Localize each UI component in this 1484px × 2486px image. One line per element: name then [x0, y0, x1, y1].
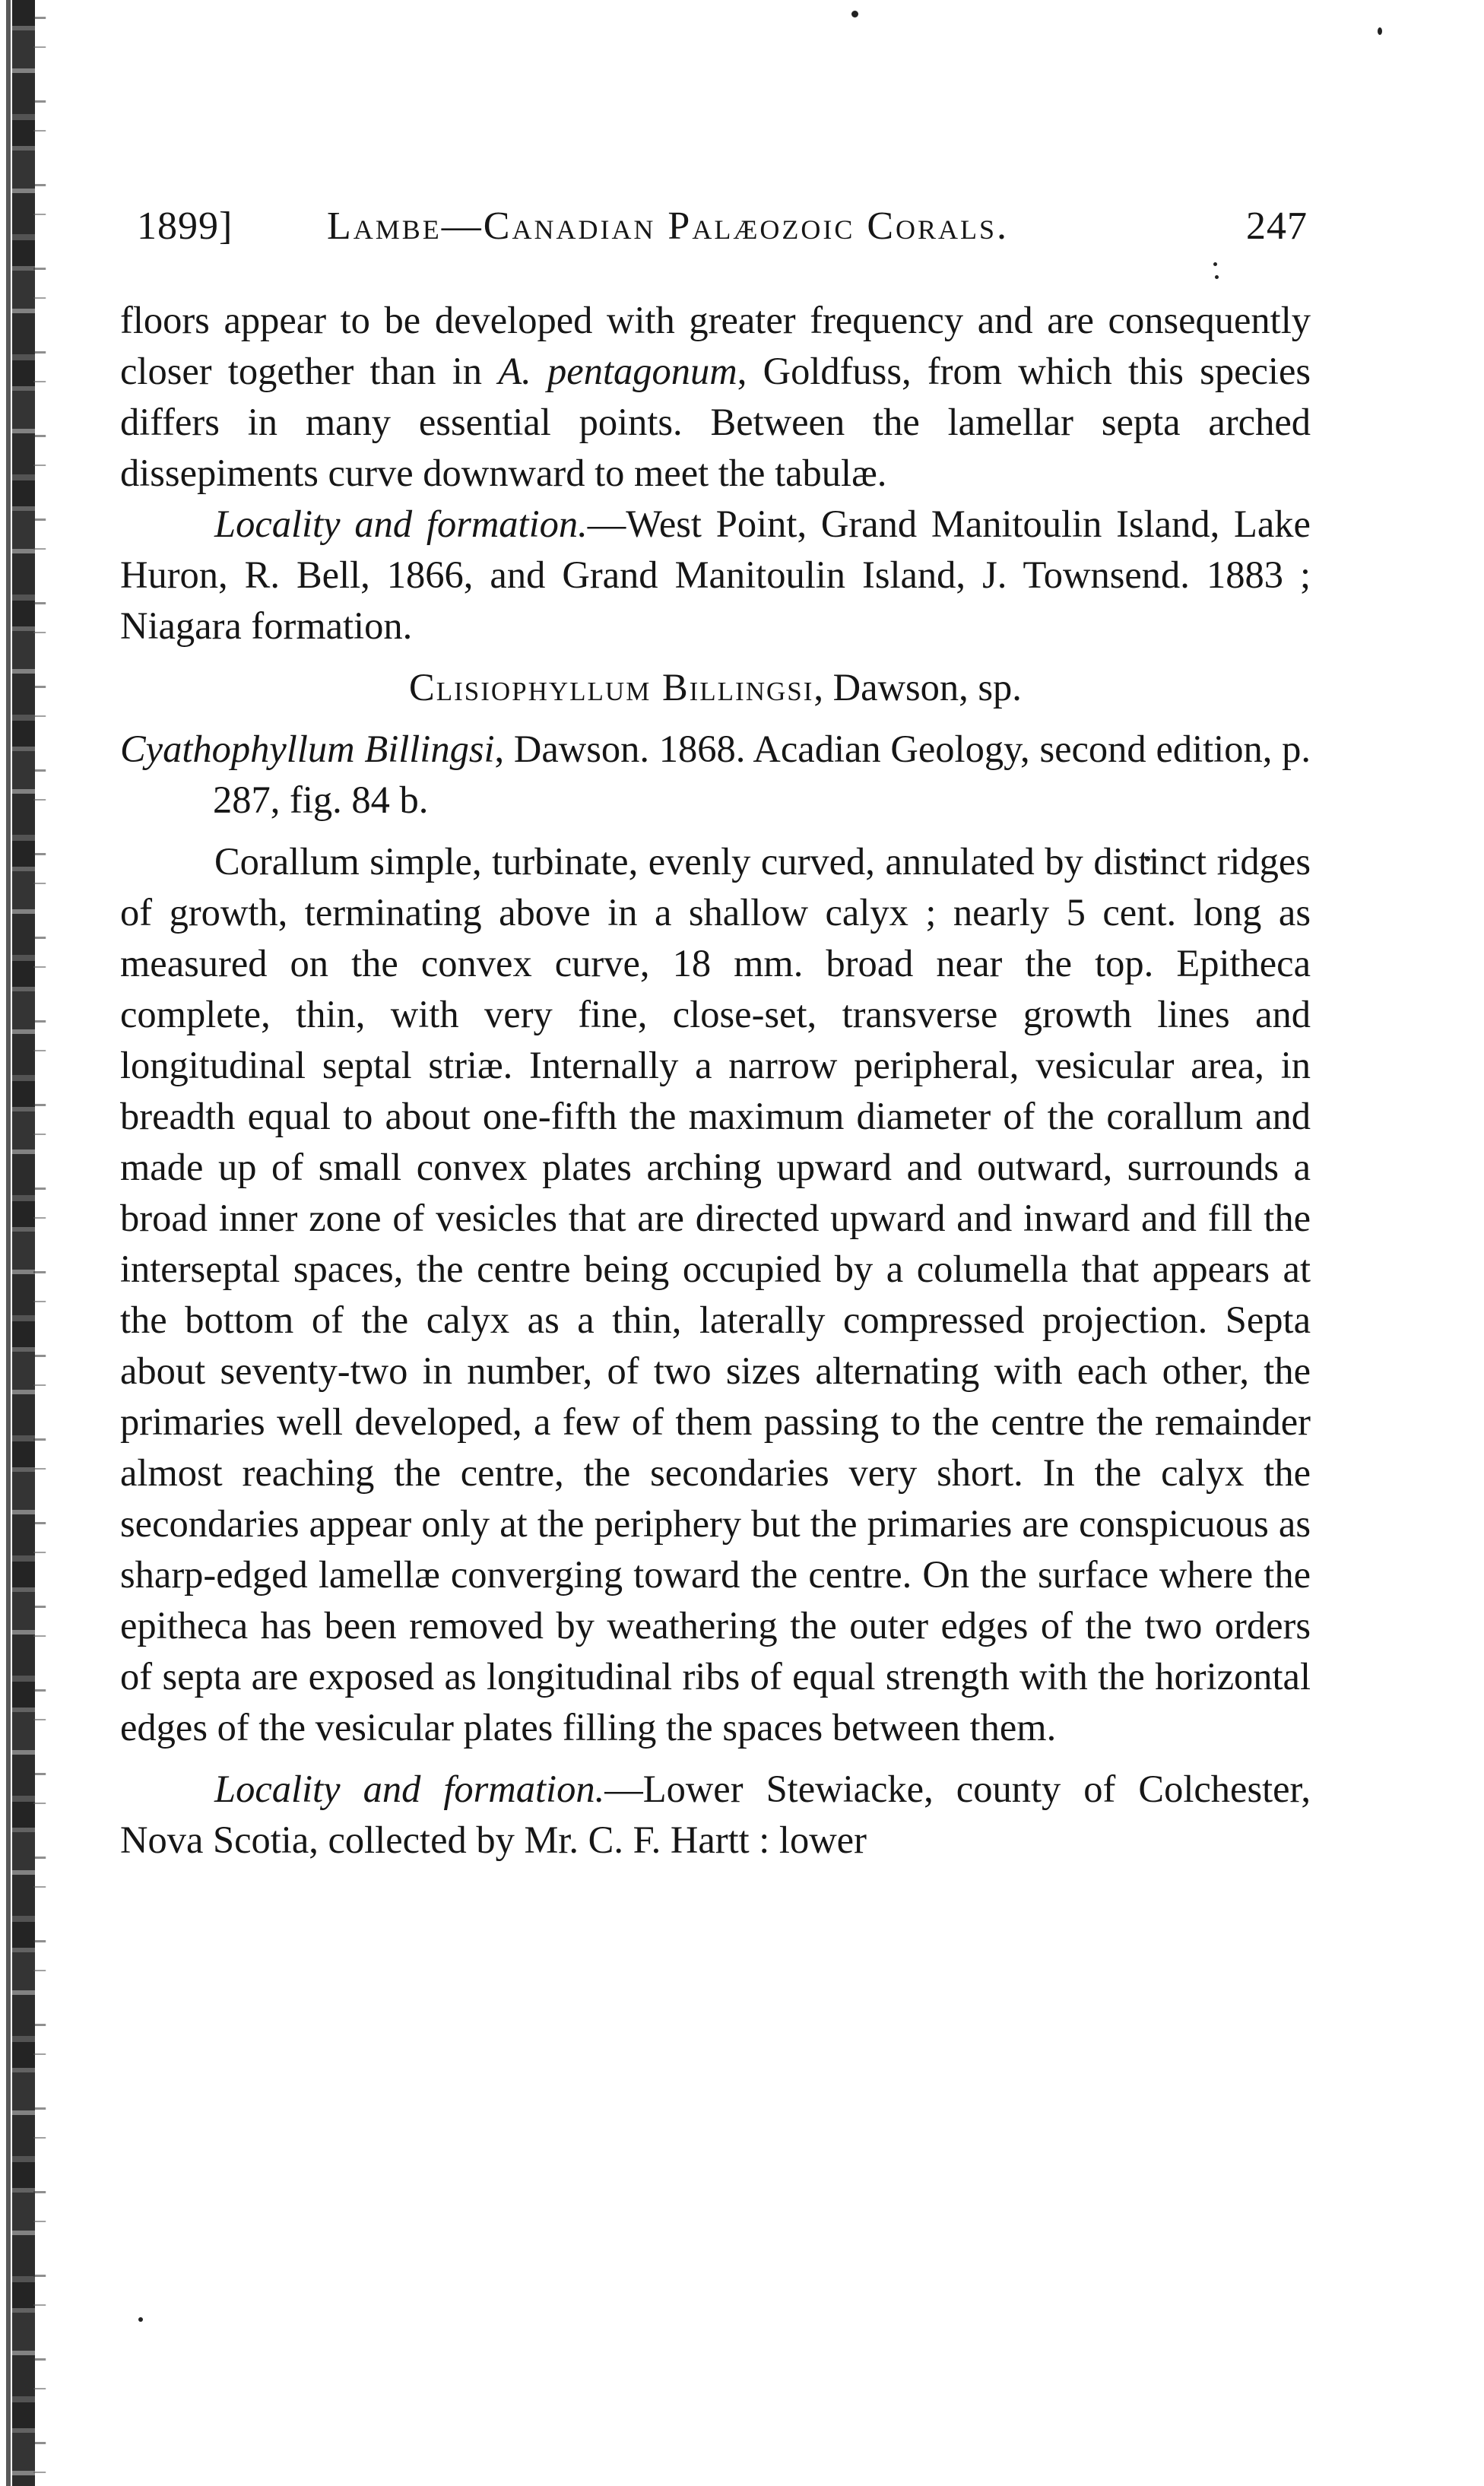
binding-edge-line — [6, 0, 11, 2486]
species-heading-name: Clisiophyllum Billingsi — [409, 666, 814, 709]
paragraph-locality: Locality and formation.—West Point, Grand Manitoulin Island, Lake Huron, R. Bell, 1866, and Grand Manitoulin Island, J. Townsend. 1883 ; Niagara formation. — [120, 503, 1311, 647]
scan-speck — [1378, 27, 1382, 35]
scan-speck — [851, 11, 858, 17]
binding-edge-ticks — [33, 0, 61, 2486]
paragraph-description: Corallum simple, turbinate, evenly curved, annulated by distinct ridges of growth, terminating above in a shallow calyx ; nearly 5 cent. long as measured on the convex curve, 18 mm. broad near the top. Epitheca complete, thin, with very fine, close-set, transverse growth lines and longitudinal septal striæ. Internally a narrow peripheral, vesicular area, in breadth equal to about one-fifth the maximum diameter of the corallum and made up of small convex plates arching upward and outward, surrounds a broad inner zone of vesicles that are directed upward and inward and fill the interseptal spaces, the centre being occupied by a columella that appears at the bottom of the calyx as a thin, laterally compressed projection. Septa about seventy-two in number, of two sizes alternating with each other, the primaries well developed, a few of them passing to the centre the remainder almost reaching the centre, the secondaries very short. In the calyx the secondaries appear only at the periphery but the primaries are conspicuous as sharp-edged lamellæ converging toward the centre. On the surface where the epitheca has been removed by weathering the outer edges of the two orders of septa are exposed as longitudinal ribs of equal strength with the horizontal edges of the vesicular plates filling the spaces between them. — [120, 840, 1311, 1749]
scan-speck — [1213, 262, 1217, 266]
locality-label-2: Locality and formation. — [214, 1768, 605, 1810]
species-heading — [120, 662, 1311, 713]
running-header — [137, 204, 1308, 257]
page-number: 247 — [1246, 205, 1308, 248]
spacer — [120, 1753, 1311, 1764]
citation-name: Cyathophyllum Billingsi — [120, 728, 495, 770]
paragraph-locality-2: Locality and formation.—Lower Stewiacke, county of Colchester, Nova Scotia, collected by Mr. C. F. Hartt : lower — [120, 1768, 1311, 1861]
header-year: 1899] — [137, 205, 233, 248]
synonymy-citation: Cyathophyllum Billingsi, Dawson. 1868. Acadian Geology, second edition, p. 287, fig. 84 b. — [120, 728, 1311, 821]
scan-speck — [138, 2317, 143, 2322]
spacer — [120, 826, 1311, 836]
binding-edge-shadow — [12, 0, 35, 2486]
header-title: Lambe—Canadian Palæozoic Corals. — [327, 205, 1010, 248]
spacer — [120, 652, 1311, 662]
species-name: A. pentagonum — [498, 350, 737, 392]
scan-speck — [1215, 275, 1219, 279]
body-text — [120, 295, 1311, 1866]
species-heading-author: , Dawson, sp. — [813, 666, 1022, 709]
spacer — [120, 713, 1311, 724]
locality-label: Locality and formation. — [214, 503, 588, 545]
paragraph-continued: floors appear to be developed with greater frequency and are consequently closer together than in A. pentagonum, Goldfuss, from which this species differs in many essential points. Between the lamellar septa arched dissepiments curve downward to meet the tabulæ. — [120, 299, 1311, 494]
